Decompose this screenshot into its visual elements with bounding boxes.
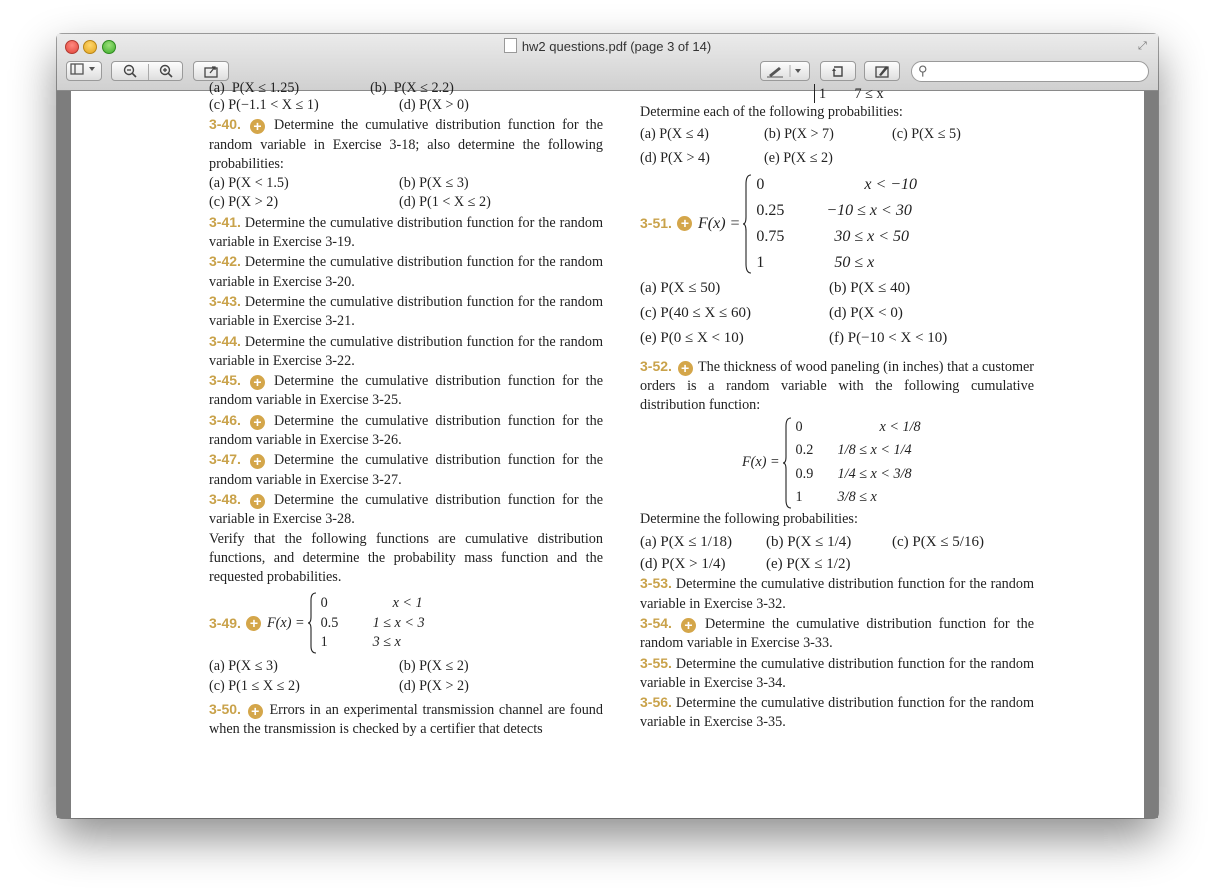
fullscreen-icon[interactable]: ⤢ — [1138, 40, 1147, 52]
pdf-document-icon — [504, 38, 517, 53]
window-title — [57, 38, 1158, 54]
share-button[interactable] — [193, 61, 229, 81]
instructions-line: Determine each of the following probabilities: — [640, 104, 903, 120]
plus-icon: + — [250, 454, 265, 469]
piecewise-cases — [321, 594, 425, 652]
exercise-3-43 — [209, 292, 603, 332]
exercise-number: 3-52. — [640, 357, 672, 374]
window-title-text: hw2 questions.pdf (page 3 of 14) — [521, 39, 712, 54]
case-value: 1 — [795, 489, 803, 506]
share-icon — [203, 64, 219, 78]
exercise-number: 3-54. — [640, 614, 672, 631]
case-value: 0.25 — [756, 201, 785, 219]
exercise-number: 3-55. — [640, 654, 672, 671]
plus-icon: + — [681, 618, 696, 633]
case-value: 0.75 — [756, 227, 785, 245]
magnifier-icon: ⚲ — [918, 63, 928, 78]
case-value: 0.9 — [795, 465, 814, 482]
instructions-paragraph: Verify that the following functions are cumulative distribution functions, and determine the probability mass function and the requested probabilities. — [209, 530, 603, 586]
exercise-number: 3-53. — [640, 575, 672, 592]
function-label: F(x) = — [742, 454, 780, 471]
answer-option: (c) P(1 ≤ X ≤ 2) — [209, 677, 300, 694]
instructions-line: Determine the following probabilities: — [640, 510, 858, 527]
clipped-case — [814, 84, 1034, 103]
exercise-number: 3-43. — [209, 292, 241, 309]
answer-option: (c) P(X ≤ 5) — [892, 126, 961, 143]
rotate-button[interactable] — [820, 61, 856, 81]
plus-icon: + — [678, 361, 693, 376]
edit-toolbar-button[interactable] — [864, 61, 900, 81]
case-row: 1 7 ≤ x — [819, 86, 884, 102]
exercise-number: 3-51. — [640, 215, 672, 232]
exercise-number: 3-42. — [209, 253, 241, 270]
case-row — [321, 633, 425, 652]
answer-option: (d) P(1 < X ≤ 2) — [399, 194, 491, 211]
case-condition: 50 ≤ x — [834, 253, 875, 271]
case-condition: 1/4 ≤ x < 3/8 — [837, 465, 912, 482]
function-label: F(x) = — [267, 614, 305, 631]
case-condition: x < 1/8 — [879, 418, 921, 435]
answer-row — [209, 96, 603, 115]
exercise-text: The thickness of wood paneling (in inches) that a customer orders is a random variable with the following cumulative distribution function: — [640, 358, 1035, 414]
answer-option: (c) P(X ≤ 5/16) — [892, 534, 984, 551]
case-row — [756, 172, 917, 198]
exercise-text: Determine the cumulative distribution function for the random variable in Exercise 3-22. — [209, 333, 603, 369]
answer-row — [640, 276, 1034, 301]
case-value: 0.2 — [795, 442, 814, 459]
sidebar-view-button[interactable] — [66, 61, 102, 81]
plus-icon: + — [250, 494, 265, 509]
case-condition: 30 ≤ x < 50 — [834, 227, 910, 245]
pdf-page — [71, 80, 1144, 818]
piecewise-cases — [796, 416, 921, 510]
answer-option: (c) P(−1.1 < X ≤ 1) — [209, 97, 319, 113]
left-brace — [782, 417, 792, 509]
exercise-text: Determine the cumulative distribution function for the random variable in Exercise 3-20. — [209, 254, 603, 290]
search-input[interactable] — [934, 64, 1138, 80]
case-condition: x < 1 — [392, 595, 423, 612]
case-condition: 1 ≤ x < 3 — [372, 614, 425, 631]
exercise-text: Determine the cumulative distribution function for the variable in Exercise 3-28. — [209, 491, 603, 528]
plus-icon: + — [677, 216, 692, 231]
preview-window — [57, 34, 1158, 818]
exercise-text: Determine the cumulative distribution function for the random variable in Exercise 3-27. — [209, 452, 603, 488]
zoom-out-icon — [123, 64, 137, 78]
zoom-in-button[interactable] — [148, 62, 184, 82]
annotate-button[interactable] — [760, 61, 810, 81]
case-value: 0 — [795, 418, 803, 435]
exercise-3-53 — [640, 574, 1034, 614]
exercise-3-51-answers — [640, 276, 1034, 351]
answer-option: (f) P(−10 < X < 10) — [829, 329, 948, 346]
exercise-text: Errors in an experimental transmission channel are found when the transmission is checked by a certifier that detects — [209, 702, 603, 738]
zoom-controls — [111, 61, 183, 81]
answer-row — [640, 533, 1034, 552]
case-condition: 3/8 ≤ x — [837, 489, 877, 506]
exercise-number: 3-47. — [209, 451, 241, 468]
answer-option: (a) P(X ≤ 4) — [640, 126, 709, 143]
exercise-3-44 — [209, 332, 603, 372]
exercise-text: Determine the cumulative distribution function for the random variable in Exercise 3-26. — [209, 412, 603, 449]
exercise-number: 3-41. — [209, 213, 241, 230]
answer-option: (d) P(X > 2) — [399, 677, 469, 694]
case-value: 1 — [756, 253, 765, 271]
exercise-text: Determine the cumulative distribution function for the random variable in Exercise 3-33. — [640, 615, 1034, 652]
rotate-icon — [831, 64, 845, 78]
case-condition: 3 ≤ x — [372, 634, 401, 651]
exercise-text: Determine the cumulative distribution function for the random variable in Exercise 3-25. — [209, 373, 603, 409]
exercise-text: Determine the cumulative distribution function for the random variable in Exercise 3-32. — [640, 576, 1034, 612]
case-condition: x < −10 — [864, 175, 918, 193]
left-brace — [742, 174, 752, 274]
answer-option: (d) P(X > 4) — [640, 149, 710, 166]
exercise-3-46 — [209, 411, 603, 451]
answer-option: (d) P(X > 1/4) — [640, 556, 726, 573]
case-value: 1 — [320, 634, 328, 651]
answer-option: (a) P(X ≤ 1/18) — [640, 534, 732, 551]
left-brace — [307, 592, 317, 654]
right-column — [640, 84, 1034, 733]
exercise-3-49 — [209, 592, 603, 654]
exercise-number: 3-46. — [209, 411, 241, 428]
case-value: 0 — [320, 595, 328, 612]
exercise-number: 3-45. — [209, 372, 241, 389]
exercise-3-41 — [209, 213, 603, 253]
case-row — [756, 250, 917, 276]
exercise-number: 3-48. — [209, 490, 241, 507]
function-label: F(x) = — [698, 215, 741, 233]
plus-icon: + — [250, 415, 265, 430]
plus-icon: + — [250, 375, 265, 390]
answer-row — [209, 677, 603, 696]
exercise-text: Determine the cumulative distribution function for the random variable in Exercise 3-21. — [209, 293, 603, 330]
answer-option: (b) P(X ≤ 1/4) — [766, 534, 852, 551]
search-field[interactable] — [911, 61, 1149, 82]
case-row — [796, 416, 921, 440]
answer-row — [209, 174, 603, 193]
document-view[interactable] — [57, 80, 1158, 818]
exercise-3-45 — [209, 371, 603, 411]
exercise-number: 3-50. — [209, 701, 241, 718]
answer-option: (b) P(X ≤ 3) — [399, 175, 469, 192]
exercise-3-52 — [640, 357, 1034, 416]
case-row — [756, 198, 917, 224]
plus-icon: + — [248, 704, 263, 719]
answer-option: (e) P(X ≤ 2) — [764, 149, 833, 166]
exercise-3-56 — [640, 693, 1034, 733]
exercise-text: Determine the cumulative distribution function for the random variable in Exercise 3-18; also determine the following probabilities: — [209, 117, 603, 172]
answer-option: (c) P(40 ≤ X ≤ 60) — [640, 304, 752, 321]
case-row — [796, 439, 921, 463]
exercise-3-54 — [640, 614, 1034, 654]
answer-row — [640, 125, 1034, 144]
answer-option: (b) P(X ≤ 2) — [399, 658, 469, 675]
case-row — [796, 463, 921, 487]
case-row — [321, 594, 425, 613]
case-row — [756, 224, 917, 250]
answer-row — [209, 193, 603, 212]
answer-option: (a) P(X ≤ 50) — [640, 279, 721, 296]
clipped-line — [209, 80, 603, 96]
exercise-text: Determine the cumulative distribution function for the random variable in Exercise 3-19. — [209, 214, 603, 251]
exercise-number: 3-49. — [209, 614, 241, 631]
case-row — [321, 614, 425, 633]
answer-row — [209, 657, 603, 676]
answer-row — [640, 326, 1034, 351]
sidebar-toggle-icon — [69, 62, 99, 76]
answer-option: (a) P(X ≤ 3) — [209, 658, 278, 675]
case-value: 0 — [756, 175, 765, 193]
edit-toolbox-icon — [874, 64, 890, 78]
answer-row — [640, 554, 1034, 574]
answer-option: (d) P(X < 0) — [829, 304, 903, 321]
exercise-3-55 — [640, 654, 1034, 694]
exercise-number: 3-56. — [640, 694, 672, 711]
answer-option: (e) P(0 ≤ X < 10) — [640, 329, 744, 346]
exercise-number: 3-40. — [209, 116, 241, 133]
clipped-text: (a) P(X ≤ 1.25) (b) P(X ≤ 2.2) — [209, 80, 454, 96]
answer-option: (b) P(X > 7) — [764, 126, 834, 143]
zoom-out-button[interactable] — [112, 62, 148, 82]
answer-option: (c) P(X > 2) — [209, 194, 279, 211]
exercise-3-48 — [209, 490, 603, 530]
piecewise-cases — [756, 172, 917, 276]
pen-icon — [763, 64, 807, 78]
case-condition: 1/8 ≤ x < 1/4 — [837, 442, 912, 459]
answer-row — [640, 301, 1034, 326]
exercise-number: 3-44. — [209, 332, 241, 349]
exercise-3-47 — [209, 450, 603, 490]
case-value: 0.5 — [320, 614, 339, 631]
exercise-3-51 — [640, 172, 1034, 276]
answer-row — [640, 149, 1034, 168]
answer-option: (a) P(X < 1.5) — [209, 175, 289, 192]
exercise-3-42 — [209, 252, 603, 292]
plus-icon: + — [250, 119, 265, 134]
answer-option: (d) P(X > 0) — [399, 97, 469, 113]
left-column — [209, 80, 603, 740]
exercise-text: Determine the cumulative distribution function for the random variable in Exercise 3-35. — [640, 695, 1034, 731]
case-row — [796, 486, 921, 510]
zoom-in-icon — [159, 64, 173, 78]
answer-option: (e) P(X ≤ 1/2) — [766, 556, 851, 573]
exercise-3-40 — [209, 115, 603, 174]
exercise-3-50 — [209, 700, 603, 740]
exercise-3-52-function — [640, 416, 1034, 510]
case-condition: −10 ≤ x < 30 — [826, 201, 912, 219]
answer-option: (b) P(X ≤ 40) — [829, 279, 911, 296]
exercise-text: Determine the cumulative distribution function for the random variable in Exercise 3-34. — [640, 655, 1034, 691]
plus-icon: + — [246, 616, 261, 631]
